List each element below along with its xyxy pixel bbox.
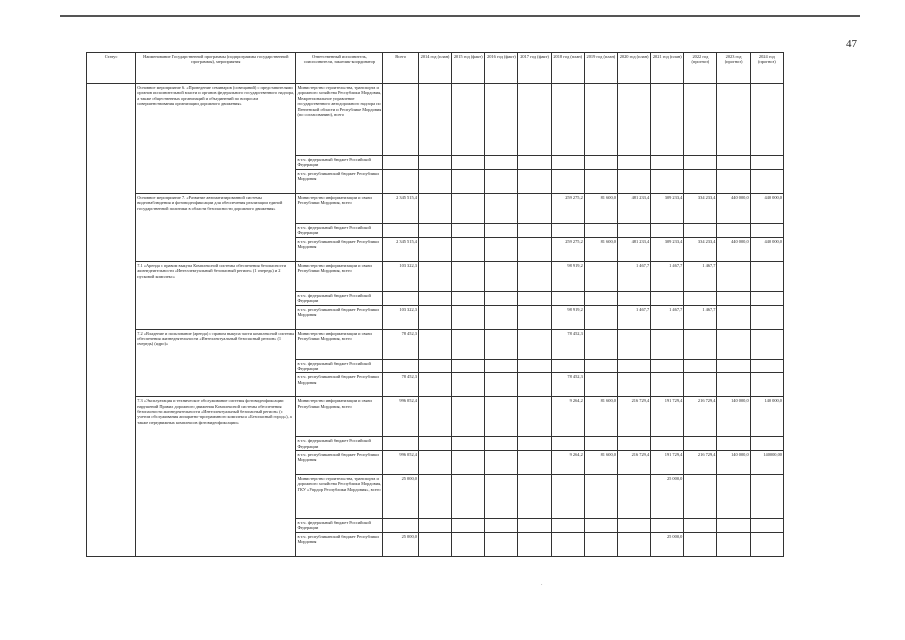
year-value-cell <box>651 519 684 533</box>
executor-cell: в т.ч. федеральный бюджет Российской Федерации <box>296 519 383 533</box>
total-cell: 2 345 515,4 <box>383 194 419 224</box>
year-value-cell <box>684 291 717 305</box>
year-value-cell <box>551 519 584 533</box>
year-value-cell <box>452 397 485 437</box>
executor-cell: в т.ч. республиканский бюджет Республики Мордовия <box>296 305 383 329</box>
year-value-cell: 1 467,7 <box>651 261 684 291</box>
year-value-cell: 440 000,0 <box>717 194 750 224</box>
year-value-cell <box>418 261 451 291</box>
year-value-cell: 440 000,0 <box>750 237 783 261</box>
top-rule <box>60 15 860 17</box>
executor-cell: Министерство строительства, транспорта и дорожного хозяйства Республики Мордовия, Межрегиональное управление государственного автодорожного надзора по Пензенской области и Республике Мордовия (по согласованию), всего <box>296 84 383 156</box>
year-value-cell <box>684 532 717 556</box>
year-value-cell <box>518 156 551 170</box>
year-value-cell <box>485 237 518 261</box>
year-value-cell <box>418 291 451 305</box>
year-value-cell <box>452 519 485 533</box>
year-value-cell <box>651 224 684 238</box>
header-year: 2020 год (план) <box>617 53 650 84</box>
executor-cell: Министерство информатизации и связи Республики Мордовия, всего <box>296 329 383 359</box>
executor-cell: в т.ч. федеральный бюджет Российской Федерации <box>296 156 383 170</box>
year-value-cell: 334 233,4 <box>684 194 717 224</box>
year-value-cell <box>518 291 551 305</box>
year-value-cell <box>617 532 650 556</box>
total-cell: 103 322,3 <box>383 305 419 329</box>
header-year: 2023 год (прогноз) <box>717 53 750 84</box>
year-value-cell <box>452 359 485 373</box>
year-value-cell <box>750 84 783 156</box>
year-value-cell <box>584 329 617 359</box>
total-cell: 78 452,3 <box>383 373 419 397</box>
year-value-cell <box>452 437 485 451</box>
year-value-cell <box>418 397 451 437</box>
year-value-cell <box>452 305 485 329</box>
year-value-cell <box>485 359 518 373</box>
year-value-cell <box>750 519 783 533</box>
year-value-cell <box>518 475 551 519</box>
year-value-cell <box>485 305 518 329</box>
year-value-cell <box>485 437 518 451</box>
year-value-cell <box>584 261 617 291</box>
year-value-cell <box>584 532 617 556</box>
year-value-cell: 25 000,0 <box>651 475 684 519</box>
year-value-cell <box>717 156 750 170</box>
total-cell: 2 345 515,4 <box>383 237 419 261</box>
total-cell: 25 000,0 <box>383 475 419 519</box>
year-value-cell <box>651 359 684 373</box>
year-value-cell <box>584 305 617 329</box>
total-cell <box>383 224 419 238</box>
year-value-cell <box>551 291 584 305</box>
year-value-cell <box>485 224 518 238</box>
year-value-cell: 1 467,7 <box>617 261 650 291</box>
table-row <box>87 397 784 437</box>
year-value-cell: 216 729,4 <box>684 451 717 475</box>
year-value-cell <box>518 237 551 261</box>
header-status: Статус <box>87 53 136 84</box>
year-value-cell <box>750 373 783 397</box>
year-value-cell <box>518 194 551 224</box>
year-value-cell: 78 452,3 <box>551 373 584 397</box>
total-cell <box>383 359 419 373</box>
year-value-cell <box>452 194 485 224</box>
year-value-cell <box>584 156 617 170</box>
year-value-cell <box>617 519 650 533</box>
year-value-cell: 191 729,4 <box>651 451 684 475</box>
year-value-cell <box>717 532 750 556</box>
executor-cell: Министерство информатизации и связи Республики Мордовия, всего <box>296 194 383 224</box>
header-year: 2014 год (план) <box>418 53 451 84</box>
year-value-cell <box>485 261 518 291</box>
year-value-cell <box>717 475 750 519</box>
header-year: 2019 год (план) <box>584 53 617 84</box>
year-value-cell <box>584 475 617 519</box>
total-cell <box>383 437 419 451</box>
executor-cell: в т.ч. республиканский бюджет Республики Мордовия <box>296 451 383 475</box>
year-value-cell <box>617 156 650 170</box>
year-value-cell: 216 729,4 <box>617 451 650 475</box>
year-value-cell <box>518 519 551 533</box>
year-value-cell <box>452 261 485 291</box>
measure-name: 7.1 «Аренда с правом выкупа Комплексной системы обеспечения безопасности жизнедеятельности «Интеллектуальный безопасный регион» (1 очередь) и 2 пусковой комплекс» <box>136 261 296 329</box>
year-value-cell <box>584 170 617 194</box>
year-value-cell <box>551 170 584 194</box>
year-value-cell <box>750 224 783 238</box>
year-value-cell: 140 000,0 <box>750 397 783 437</box>
total-cell <box>383 519 419 533</box>
year-value-cell <box>584 359 617 373</box>
header-year: 2018 год (план) <box>551 53 584 84</box>
year-value-cell <box>684 373 717 397</box>
year-value-cell <box>584 519 617 533</box>
year-value-cell: 259 275,2 <box>551 237 584 261</box>
year-value-cell <box>418 329 451 359</box>
year-value-cell <box>750 305 783 329</box>
header-executor: Ответственный исполнитель, соисполнители, заказчик-координатор <box>296 53 383 84</box>
year-value-cell <box>485 373 518 397</box>
executor-cell: Министерство строительства, транспорта и дорожного хозяйства Республики Мордовия, ГКУ «Упрдор Республики Мордовия», всего <box>296 475 383 519</box>
year-value-cell <box>717 291 750 305</box>
stray-mark: . <box>541 581 543 587</box>
year-value-cell: 1 467,7 <box>684 261 717 291</box>
year-value-cell <box>584 373 617 397</box>
year-value-cell <box>518 305 551 329</box>
year-value-cell: 1 467,7 <box>651 305 684 329</box>
year-value-cell: 81 600,0 <box>584 397 617 437</box>
year-value-cell <box>684 359 717 373</box>
year-value-cell <box>684 437 717 451</box>
year-value-cell <box>418 359 451 373</box>
year-value-cell: 25 000,0 <box>651 532 684 556</box>
year-value-cell <box>418 224 451 238</box>
executor-cell: Министерство информатизации и связи Республики Мордовия, всего <box>296 261 383 291</box>
year-value-cell <box>651 373 684 397</box>
measure-name: Основное мероприятие 6. «Проведение семинаров (совещаний) с представителями органов исполнительной власти и органов федерального государственного надзора, а также общественных организаций и объединений по вопросам совершенствования организации дорожного движения» <box>136 84 296 194</box>
year-value-cell <box>717 305 750 329</box>
executor-cell: в т.ч. федеральный бюджет Российской Федерации <box>296 359 383 373</box>
executor-cell: в т.ч. федеральный бюджет Российской Федерации <box>296 291 383 305</box>
year-value-cell <box>452 170 485 194</box>
year-value-cell <box>452 156 485 170</box>
executor-cell: в т.ч. республиканский бюджет Республики Мордовия <box>296 373 383 397</box>
year-value-cell <box>518 170 551 194</box>
year-value-cell <box>551 532 584 556</box>
year-value-cell <box>452 84 485 156</box>
year-value-cell <box>518 451 551 475</box>
year-value-cell <box>418 305 451 329</box>
header-year: 2016 год (факт) <box>485 53 518 84</box>
year-value-cell <box>551 84 584 156</box>
year-value-cell <box>684 224 717 238</box>
executor-cell: в т.ч. федеральный бюджет Российской Федерации <box>296 224 383 238</box>
table-body <box>87 84 784 557</box>
year-value-cell <box>485 291 518 305</box>
year-value-cell <box>418 194 451 224</box>
total-cell <box>383 170 419 194</box>
year-value-cell <box>452 237 485 261</box>
year-value-cell: 191 729,4 <box>651 397 684 437</box>
year-value-cell <box>418 237 451 261</box>
year-value-cell <box>617 437 650 451</box>
year-value-cell <box>485 84 518 156</box>
header-year: 2022 год (прогноз) <box>684 53 717 84</box>
year-value-cell <box>750 170 783 194</box>
year-value-cell <box>684 475 717 519</box>
year-value-cell <box>452 373 485 397</box>
header-year: 2021 год (план) <box>651 53 684 84</box>
year-value-cell: 81 600,0 <box>584 194 617 224</box>
year-value-cell: 98 919,2 <box>551 305 584 329</box>
year-value-cell: 9 264,2 <box>551 451 584 475</box>
total-cell <box>383 156 419 170</box>
year-value-cell: 334 233,4 <box>684 237 717 261</box>
total-cell: 996 052,4 <box>383 397 419 437</box>
year-value-cell <box>651 84 684 156</box>
year-value-cell <box>518 359 551 373</box>
year-value-cell <box>717 329 750 359</box>
year-value-cell <box>518 261 551 291</box>
table-row <box>87 84 784 156</box>
year-value-cell <box>518 224 551 238</box>
year-value-cell: 81 600,0 <box>584 451 617 475</box>
year-value-cell <box>518 84 551 156</box>
year-value-cell <box>717 224 750 238</box>
year-value-cell <box>518 329 551 359</box>
year-value-cell <box>717 261 750 291</box>
year-value-cell <box>750 532 783 556</box>
year-value-cell <box>750 261 783 291</box>
measure-name: 7.3 «Эксплуатация и техническое обслуживание системы фотовидеофиксации нарушений Правил дорожного движения Комплексной системы обеспечения безопасности жизнедеятельности «Интеллектуальный безопасный регион» (с учетом обслуживания аппаратно-программного комплекса «Безопасный город»), а также передвижных комплексов фотовидеофиксации» <box>136 397 296 557</box>
year-value-cell <box>452 532 485 556</box>
year-value-cell <box>651 329 684 359</box>
year-value-cell <box>584 224 617 238</box>
year-value-cell <box>617 84 650 156</box>
executor-cell: в т.ч. республиканский бюджет Республики Мордовия <box>296 170 383 194</box>
year-value-cell <box>452 291 485 305</box>
year-value-cell <box>617 329 650 359</box>
year-value-cell <box>584 84 617 156</box>
year-value-cell <box>684 170 717 194</box>
program-budget-table <box>86 52 784 557</box>
table-header-row <box>87 53 784 84</box>
year-value-cell <box>651 437 684 451</box>
year-value-cell <box>418 84 451 156</box>
year-value-cell: 440 000,0 <box>717 237 750 261</box>
year-value-cell <box>717 373 750 397</box>
total-cell: 78 452,3 <box>383 329 419 359</box>
year-value-cell <box>717 170 750 194</box>
total-cell: 996 052,4 <box>383 451 419 475</box>
table-row <box>87 261 784 291</box>
year-value-cell <box>485 451 518 475</box>
year-value-cell <box>485 397 518 437</box>
year-value-cell: 1 467,7 <box>684 305 717 329</box>
year-value-cell <box>651 170 684 194</box>
year-value-cell <box>750 437 783 451</box>
year-value-cell <box>551 156 584 170</box>
year-value-cell <box>551 437 584 451</box>
year-value-cell <box>717 84 750 156</box>
year-value-cell <box>518 373 551 397</box>
year-value-cell <box>485 532 518 556</box>
year-value-cell <box>485 329 518 359</box>
year-value-cell <box>551 224 584 238</box>
year-value-cell <box>617 291 650 305</box>
header-year: 2015 год (факт) <box>452 53 485 84</box>
year-value-cell: 9 264,2 <box>551 397 584 437</box>
total-cell <box>383 291 419 305</box>
measure-name: Основное мероприятие 7. «Развитие автоматизированной системы видеонаблюдения и фотовидеофиксации для обеспечения реализации единой государственной политики в области безопасности дорожного движения» <box>136 194 296 262</box>
year-value-cell <box>485 194 518 224</box>
year-value-cell: 440 000,0 <box>750 194 783 224</box>
table-row <box>87 194 784 224</box>
year-value-cell <box>617 359 650 373</box>
year-value-cell: 309 233,4 <box>651 194 684 224</box>
year-value-cell: 481 233,4 <box>617 237 650 261</box>
year-value-cell: 140000,00 <box>750 451 783 475</box>
year-value-cell <box>418 475 451 519</box>
status-cell <box>87 84 136 557</box>
year-value-cell <box>750 329 783 359</box>
executor-cell: в т.ч. республиканский бюджет Республики Мордовия <box>296 237 383 261</box>
header-year: 2024 год (прогноз) <box>750 53 783 84</box>
year-value-cell <box>418 373 451 397</box>
total-cell: 103 322,3 <box>383 261 419 291</box>
year-value-cell <box>418 156 451 170</box>
year-value-cell <box>418 532 451 556</box>
year-value-cell: 81 600,0 <box>584 237 617 261</box>
year-value-cell <box>485 156 518 170</box>
total-cell <box>383 84 419 156</box>
year-value-cell <box>750 291 783 305</box>
year-value-cell: 140 000,0 <box>717 397 750 437</box>
year-value-cell: 309 233,4 <box>651 237 684 261</box>
year-value-cell: 78 452,3 <box>551 329 584 359</box>
measure-name: 7.2 «Владение и пользование (аренда) с правом выкупа части комплексной системы обеспечения жизнедеятельности «Интеллектуальный безопасный регион» (1 очередь) (ядро)» <box>136 329 296 397</box>
total-cell: 25 000,0 <box>383 532 419 556</box>
year-value-cell <box>750 475 783 519</box>
year-value-cell <box>617 373 650 397</box>
year-value-cell <box>452 224 485 238</box>
year-value-cell <box>684 329 717 359</box>
year-value-cell <box>452 329 485 359</box>
year-value-cell: 140 000,0 <box>717 451 750 475</box>
year-value-cell <box>518 532 551 556</box>
year-value-cell: 216 729,4 <box>684 397 717 437</box>
year-value-cell <box>518 437 551 451</box>
year-value-cell <box>418 451 451 475</box>
year-value-cell <box>617 475 650 519</box>
year-value-cell: 98 919,2 <box>551 261 584 291</box>
year-value-cell <box>418 519 451 533</box>
year-value-cell: 481 233,4 <box>617 194 650 224</box>
executor-cell: в т.ч. республиканский бюджет Республики Мордовия <box>296 532 383 556</box>
year-value-cell <box>452 451 485 475</box>
executor-cell: в т.ч. федеральный бюджет Российской Федерации <box>296 437 383 451</box>
year-value-cell <box>617 224 650 238</box>
header-total: Всего <box>383 53 419 84</box>
year-value-cell <box>717 519 750 533</box>
year-value-cell <box>485 519 518 533</box>
year-value-cell <box>485 170 518 194</box>
year-value-cell <box>684 156 717 170</box>
year-value-cell <box>717 359 750 373</box>
year-value-cell <box>750 359 783 373</box>
year-value-cell <box>452 475 485 519</box>
year-value-cell <box>651 156 684 170</box>
year-value-cell <box>418 170 451 194</box>
year-value-cell <box>551 475 584 519</box>
page-number: 47 <box>846 38 857 50</box>
year-value-cell <box>584 437 617 451</box>
year-value-cell <box>684 84 717 156</box>
year-value-cell <box>418 437 451 451</box>
year-value-cell <box>551 359 584 373</box>
year-value-cell: 1 467,7 <box>617 305 650 329</box>
year-value-cell <box>750 156 783 170</box>
year-value-cell <box>584 291 617 305</box>
year-value-cell <box>651 291 684 305</box>
year-value-cell: 259 275,2 <box>551 194 584 224</box>
year-value-cell <box>617 170 650 194</box>
year-value-cell <box>485 475 518 519</box>
year-value-cell: 216 729,4 <box>617 397 650 437</box>
executor-cell: Министерство информатизации и связи Республики Мордовия, всего <box>296 397 383 437</box>
year-value-cell <box>518 397 551 437</box>
year-value-cell <box>684 519 717 533</box>
header-year: 2017 год (факт) <box>518 53 551 84</box>
header-name: Наименование Государственной программы (подпрограммы государственной программы), мероприятия <box>136 53 296 84</box>
year-value-cell <box>717 437 750 451</box>
table-row <box>87 329 784 359</box>
